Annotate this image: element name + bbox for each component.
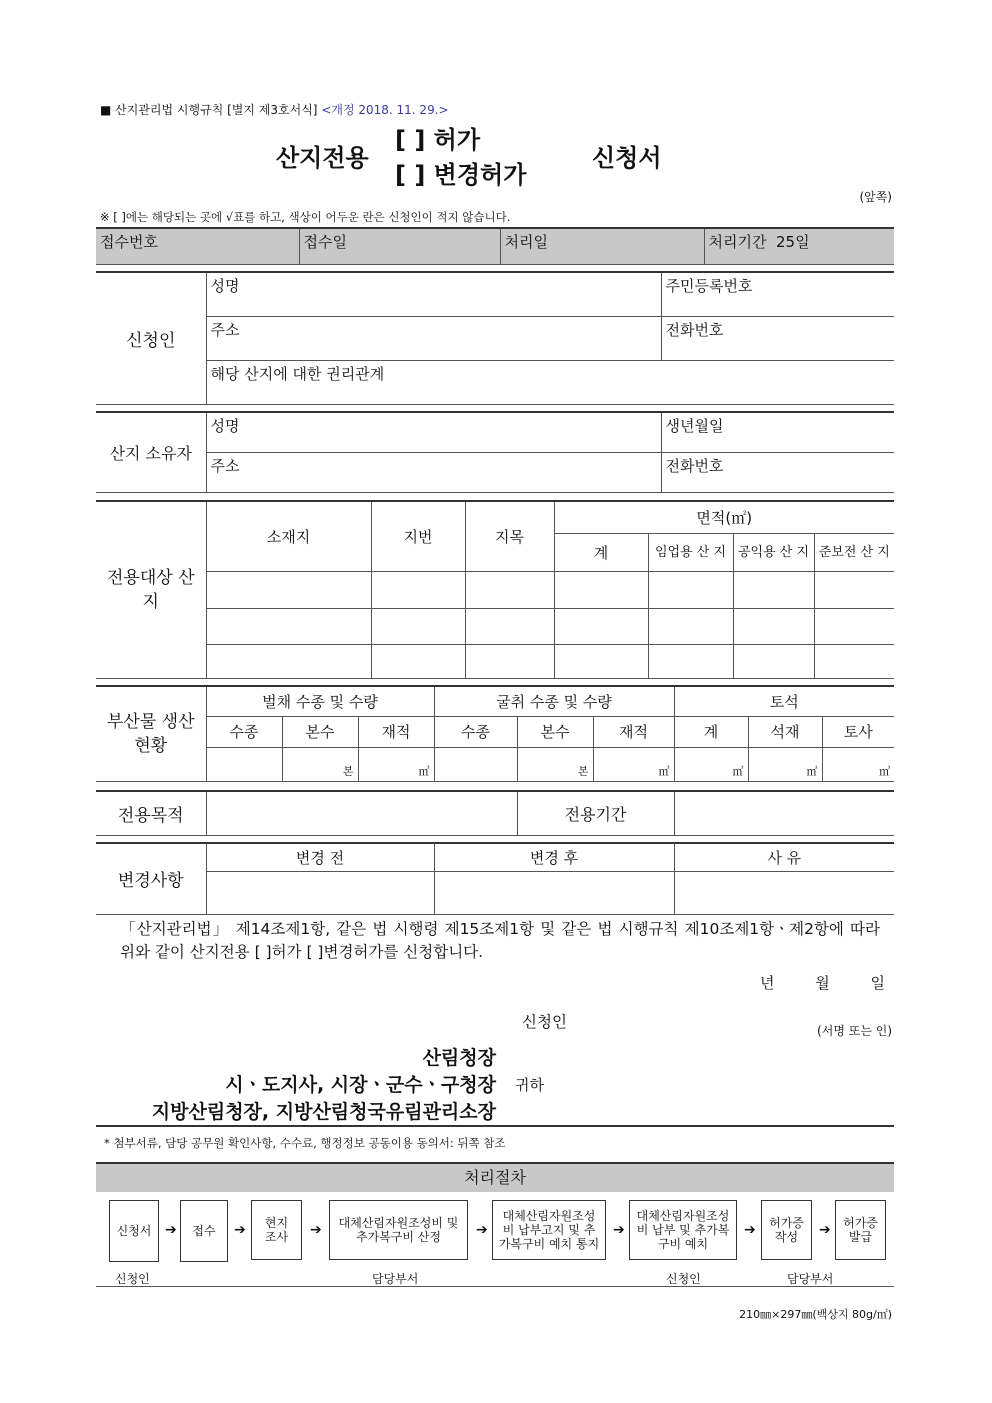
target-row [96, 644, 894, 678]
processing-period-field [704, 228, 894, 264]
owner-name-field[interactable]: 성명 [206, 412, 661, 452]
digging-header: 굴취 수종 및 수량 [434, 686, 674, 716]
applicant-phone-field[interactable]: 전화번호 [661, 316, 894, 360]
semi-preserved-land-header: 준보전 산 지 [814, 533, 894, 571]
public-cell[interactable] [733, 644, 814, 678]
purpose-field[interactable] [206, 791, 517, 835]
semi-cell[interactable] [814, 644, 894, 678]
forestry-cell[interactable] [648, 644, 733, 678]
digging-count-header: 본수 [517, 716, 593, 747]
applicant-resident-no-field[interactable]: 주민등록번호 [661, 272, 894, 316]
target-section-label: 전용대상 산지 [96, 501, 206, 678]
felling-volume-cell[interactable]: ㎥ [358, 747, 434, 781]
applicant-signature-label: 신청인 [522, 1013, 567, 1031]
form-reference-note [100, 101, 449, 118]
felling-count-header: 본수 [282, 716, 358, 747]
byproduct-section-label: 부산물 생산현황 [96, 686, 206, 781]
area-total-header: 계 [554, 533, 648, 571]
after-change-field[interactable] [434, 871, 674, 914]
arrow-right-icon: ➔ [165, 1222, 177, 1238]
public-cell[interactable] [733, 608, 814, 644]
lot-cell[interactable] [371, 644, 465, 678]
procedure-actor: 신청인 [666, 1272, 701, 1286]
owner-section-label: 산지 소유자 [96, 412, 206, 492]
arrow-right-icon: ➔ [613, 1222, 625, 1238]
owner-table [96, 411, 894, 493]
lot-cell[interactable] [371, 608, 465, 644]
reason-field[interactable] [674, 871, 894, 914]
total-cell[interactable] [554, 644, 648, 678]
target-row [96, 571, 894, 608]
arrow-right-icon: ➔ [310, 1222, 322, 1238]
forestry-cell[interactable] [648, 608, 733, 644]
procedure-actor: 신청인 [115, 1272, 150, 1286]
soil-stone-total-cell[interactable]: ㎥ [674, 747, 748, 781]
revision-date: <개정 2018. 11. 29.> [321, 103, 449, 117]
target-land-table [96, 500, 894, 679]
soil-stone-total-header: 계 [674, 716, 748, 747]
felling-count-cell[interactable]: 본 [282, 747, 358, 781]
owner-address-field[interactable]: 주소 [206, 452, 661, 492]
period-field[interactable] [674, 791, 894, 835]
stone-header: 석재 [748, 716, 822, 747]
receipt-date-field: 접수일 [299, 228, 500, 264]
felling-species-cell[interactable] [206, 747, 282, 781]
procedure-step: 대체산림자원조성비 납부고지 및 추가복구비 예치 통지 [492, 1200, 606, 1260]
period-label: 전용기간 [517, 791, 674, 835]
area-header: 면적(㎡) [554, 501, 894, 533]
form-reference: ■ 산지관리법 시행규칙 [별지 제3호서식] [100, 103, 318, 117]
forestry-land-header: 임업용 산 지 [648, 533, 733, 571]
digging-volume-cell[interactable]: ㎥ [593, 747, 674, 781]
paper-spec: 210㎜×297㎜(백상지 80g/㎡) [739, 1308, 892, 1321]
title-option-permit[interactable]: [ ] 허가 [395, 126, 481, 154]
procedure-step: 대체산림자원조성비 납부 및 추가복구비 예치 [629, 1200, 737, 1260]
total-cell[interactable] [554, 571, 648, 608]
location-cell[interactable] [206, 644, 371, 678]
front-page-label: (앞쪽) [859, 190, 892, 204]
location-cell[interactable] [206, 571, 371, 608]
felling-header: 벌채 수종 및 수량 [206, 686, 434, 716]
procedure-step: 대체산림자원조성비 및 추가복구비 산정 [329, 1200, 468, 1260]
lot-number-header: 지번 [371, 501, 465, 571]
category-cell[interactable] [465, 644, 554, 678]
title-main: 산지전용 [276, 144, 369, 172]
digging-count-cell[interactable]: 본 [517, 747, 593, 781]
procedure-actor: 담당부서 [787, 1272, 834, 1286]
lot-cell[interactable] [371, 571, 465, 608]
procedure-actor: 담당부서 [372, 1272, 419, 1286]
procedure-title: 처리절차 [96, 1162, 894, 1192]
arrow-right-icon: ➔ [819, 1222, 831, 1238]
processing-period-label: 처리기간 [708, 233, 767, 251]
location-header: 소재지 [206, 501, 371, 571]
honorific-label: 귀하 [515, 1076, 544, 1094]
byproduct-table [96, 685, 894, 782]
recipient-local-government: 시ㆍ도지사, 시장ㆍ군수ㆍ구청장 [225, 1074, 496, 1096]
owner-phone-field[interactable]: 전화번호 [661, 452, 894, 492]
purpose-table [96, 790, 894, 836]
digging-species-header: 수종 [434, 716, 517, 747]
felling-species-header: 수종 [206, 716, 282, 747]
processing-period-value: 25일 [776, 233, 810, 251]
owner-birth-field[interactable]: 생년월일 [661, 412, 894, 452]
forestry-cell[interactable] [648, 571, 733, 608]
rights-relation-field[interactable]: 해당 산지에 대한 권리관계 [206, 360, 894, 404]
procedure-step: 접수 [180, 1200, 228, 1262]
procedure-step: 허가증 발급 [835, 1200, 886, 1260]
arrow-right-icon: ➔ [744, 1222, 756, 1238]
after-change-header: 변경 후 [434, 843, 674, 871]
applicant-section-label: 신청인 [96, 272, 206, 404]
total-cell[interactable] [554, 608, 648, 644]
felling-volume-header: 재적 [358, 716, 434, 747]
recipient-forest-service: 산림청장 [422, 1047, 496, 1069]
attachments-note: * 첨부서류, 담당 공무원 확인사항, 수수료, 행정정보 공동이용 동의서: 뒤쪽 참조 [104, 1136, 506, 1150]
applicant-table [96, 271, 894, 405]
purpose-section-label: 전용목적 [96, 791, 206, 835]
soil-cell[interactable]: ㎥ [822, 747, 894, 781]
soil-header: 토사 [822, 716, 894, 747]
semi-cell[interactable] [814, 571, 894, 608]
digging-volume-header: 재적 [593, 716, 674, 747]
receipt-number-field: 접수번호 [96, 228, 299, 264]
procedure-step: 허가증 작성 [761, 1200, 812, 1260]
divider [96, 1125, 894, 1127]
semi-cell[interactable] [814, 608, 894, 644]
procedure-step: 현지 조사 [251, 1200, 302, 1260]
land-category-header: 지목 [465, 501, 554, 571]
public-cell[interactable] [733, 571, 814, 608]
recipient-regional-forest: 지방산림청장, 지방산림청국유림관리소장 [151, 1101, 496, 1123]
before-change-field[interactable] [206, 871, 434, 914]
title-end: 신청서 [592, 144, 662, 172]
change-table [96, 842, 894, 915]
change-section-label: 변경사항 [96, 843, 206, 914]
applicant-name-field[interactable]: 성명 [206, 272, 661, 316]
instruction-note: ※ [ ]에는 해당되는 곳에 √표를 하고, 색상이 어두운 란은 신청인이 적지 않습니다. [100, 210, 511, 224]
reason-header: 사 유 [674, 843, 894, 871]
location-cell[interactable] [206, 608, 371, 644]
public-land-header: 공익용 산 지 [733, 533, 814, 571]
footer-divider [96, 1286, 894, 1287]
title-option-change-permit[interactable]: [ ] 변경허가 [395, 161, 527, 189]
stone-cell[interactable]: ㎥ [748, 747, 822, 781]
procedure-step: 신청서 [109, 1200, 159, 1262]
processed-date-field: 처리일 [500, 228, 704, 264]
date-line[interactable]: 년 월 일 [760, 974, 886, 992]
soil-stone-header: 토석 [674, 686, 894, 716]
digging-species-cell[interactable] [434, 747, 517, 781]
signature-note[interactable]: (서명 또는 인) [817, 1024, 892, 1038]
applicant-address-field[interactable]: 주소 [206, 316, 661, 360]
target-row [96, 608, 894, 644]
arrow-right-icon: ➔ [476, 1222, 488, 1238]
declaration-text: 「산지관리법」 제14조제1항, 같은 법 시행령 제15조제1항 및 같은 법 시행규칙 제10조제1항ㆍ제2항에 따라 위와 같이 산지전용 [ ]허가 [ ]변경허가를 신청합니다. [120, 920, 880, 961]
category-cell[interactable] [465, 608, 554, 644]
receipt-table [96, 227, 894, 265]
category-cell[interactable] [465, 571, 554, 608]
before-change-header: 변경 전 [206, 843, 434, 871]
arrow-right-icon: ➔ [234, 1222, 246, 1238]
